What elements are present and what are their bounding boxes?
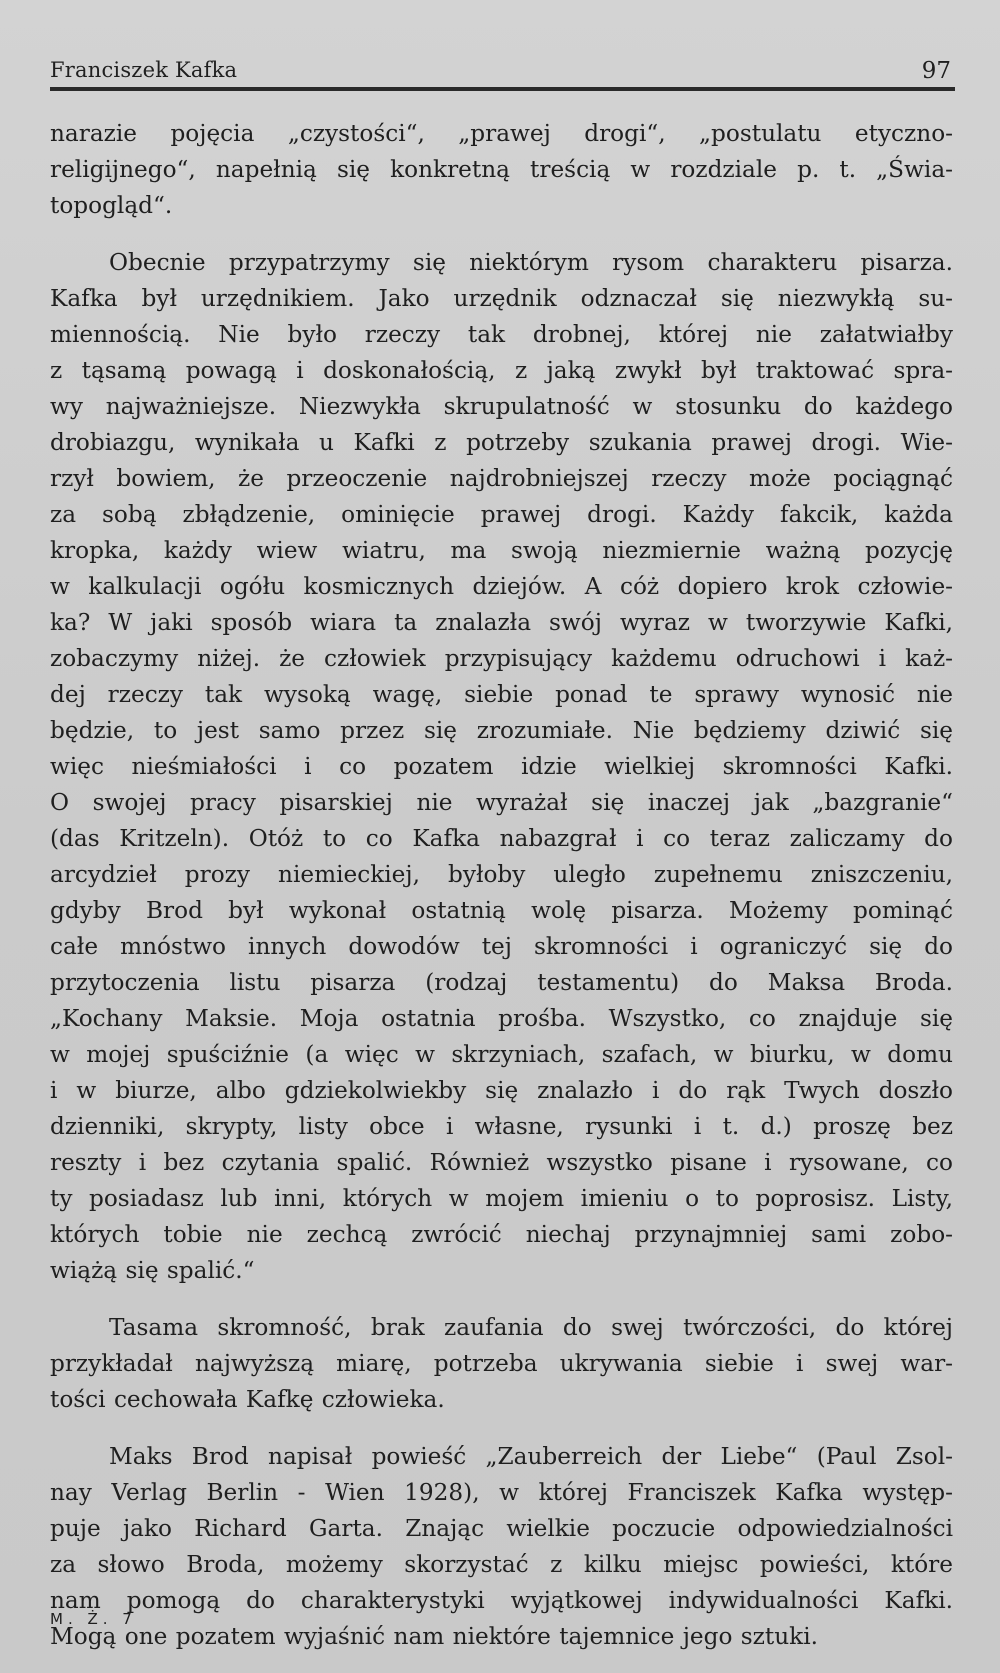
text-line: (das Kritzeln). Otóż to co Kafka nabazgrał i co teraz zaliczamy do — [50, 825, 953, 852]
text-line: Tasama skromność, brak zaufania do swej twórczości, do której — [109, 1314, 953, 1341]
text-line: Obecnie przypatrzymy się niektórym rysom charakteru pisarza. — [109, 249, 953, 276]
paragraph-gap — [50, 1289, 953, 1310]
text-line: puje jako Richard Garta. Znając wielkie poczucie odpowiedzialności — [50, 1515, 953, 1542]
paragraph-4 — [50, 1439, 953, 1655]
paragraph-2 — [50, 245, 953, 1289]
paragraph-3 — [50, 1310, 953, 1418]
text-line: ty posiadasz lub inni, których w mojem imieniu o to poprosisz. Listy, — [50, 1185, 953, 1212]
text-line: dzienniki, skrypty, listy obce i własne, rysunki i t. d.) proszę bez — [50, 1113, 953, 1140]
text-line: za sobą zbłądzenie, ominięcie prawej drogi. Każdy fakcik, każda — [50, 501, 953, 528]
paragraph-gap — [50, 224, 953, 245]
text-line: będzie, to jest samo przez się zrozumiałe. Nie będziemy dziwić się — [50, 717, 953, 744]
text-line: „Kochany Maksie. Moja ostatnia prośba. Wszystko, co znajduje się — [50, 1005, 953, 1032]
text-line: w mojej spuściźnie (a więc w skrzyniach, szafach, w biurku, w domu — [50, 1041, 953, 1068]
text-line: Kafka był urzędnikiem. Jako urzędnik odznaczał się niezwykłą su- — [50, 285, 953, 312]
text-line: w kalkulacji ogółu kosmicznych dziejów. A cóż dopiero krok człowie- — [50, 573, 953, 600]
text-line: nam pomogą do charakterystyki wyjątkowej indywidualności Kafki. — [50, 1587, 953, 1614]
text-line: przytoczenia listu pisarza (rodzaj testamentu) do Maksa Broda. — [50, 969, 953, 996]
text-line: Maks Brod napisał powieść „Zauberreich der Liebe“ (Paul Zsol- — [109, 1443, 953, 1470]
text-line: wiążą się spalić.“ — [50, 1257, 255, 1284]
text-line: z tąsamą powagą i doskonałością, z jaką zwykł był traktować spra- — [50, 357, 953, 384]
text-line: narazie pojęcia „czystości“, „prawej drogi“, „postulatu etyczno- — [50, 120, 953, 147]
text-line: drobiazgu, wynikała u Kafki z potrzeby szukania prawej drogi. Wie- — [50, 429, 953, 456]
page-number: 97 — [921, 58, 951, 84]
text-line: całe mnóstwo innych dowodów tej skromności i ograniczyć się do — [50, 933, 953, 960]
text-line: wy najważniejsze. Niezwykła skrupulatność w stosunku do każdego — [50, 393, 953, 420]
text-line: rzył bowiem, że przeoczenie najdrobniejszej rzeczy może pociągnąć — [50, 465, 953, 492]
text-line: tości cechowała Kafkę człowieka. — [50, 1386, 445, 1413]
paragraph-1 — [50, 116, 953, 224]
text-line: więc nieśmiałości i co pozatem idzie wielkiej skromności Kafki. — [50, 753, 953, 780]
text-line: zobaczymy niżej. że człowiek przypisujący każdemu odruchowi i każ- — [50, 645, 953, 672]
body-text — [50, 116, 953, 1655]
text-line: reszty i bez czytania spalić. Również wszystko pisane i rysowane, co — [50, 1149, 953, 1176]
text-line: których tobie nie zechcą zwrócić niechaj przynajmniej sami zobo- — [50, 1221, 953, 1248]
text-line: arcydzieł prozy niemieckiej, byłoby uległo zupełnemu zniszczeniu, — [50, 861, 953, 888]
text-line: i w biurze, albo gdziekolwiekby się znalazło i do rąk Twych doszło — [50, 1077, 953, 1104]
text-line: religijnego“, napełnią się konkretną treścią w rozdziale p. t. „Świa- — [50, 156, 953, 183]
text-line: gdyby Brod był wykonał ostatnią wolę pisarza. Możemy pominąć — [50, 897, 953, 924]
text-line: topogląd“. — [50, 192, 173, 219]
text-line: miennością. Nie było rzeczy tak drobnej, której nie załatwiałby — [50, 321, 953, 348]
text-line: kropka, każdy wiew wiatru, ma swoją niezmiernie ważną pozycję — [50, 537, 953, 564]
text-line: ka? W jaki sposób wiara ta znalazła swój wyraz w tworzywie Kafki, — [50, 609, 953, 636]
text-line: za słowo Broda, możemy skorzystać z kilku miejsc powieści, które — [50, 1551, 953, 1578]
header-rule — [50, 87, 955, 91]
printer-signature: M. Ż. 7 — [50, 1610, 137, 1628]
text-line: Mogą one pozatem wyjaśnić nam niektóre tajemnice jego sztuki. — [50, 1623, 818, 1650]
running-head: Franciszek Kafka — [50, 58, 238, 82]
text-line: nay Verlag Berlin - Wien 1928), w której Franciszek Kafka występ- — [50, 1479, 953, 1506]
text-line: dej rzeczy tak wysoką wagę, siebie ponad te sprawy wynosić nie — [50, 681, 953, 708]
page-header — [50, 52, 955, 88]
text-line: O swojej pracy pisarskiej nie wyrażał się inaczej jak „bazgranie“ — [50, 789, 953, 816]
paragraph-gap — [50, 1418, 953, 1439]
text-line: przykładał najwyższą miarę, potrzeba ukrywania siebie i swej war- — [50, 1350, 953, 1377]
